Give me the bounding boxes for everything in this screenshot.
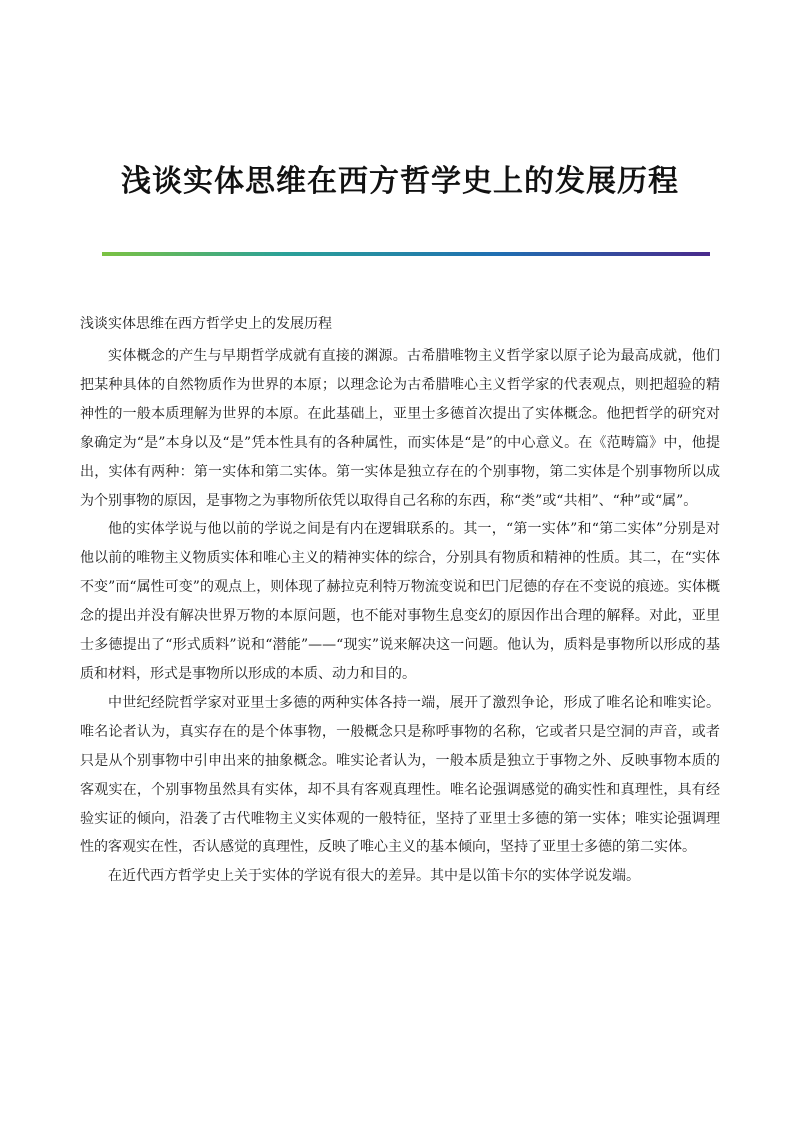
document-subtitle: 浅谈实体思维在西方哲学史上的发展历程 [80,316,332,332]
paragraph-1: 实体概念的产生与早期哲学成就有直接的渊源。古希腊唯物主义哲学家以原子论为最高成就，他们把某种具体的自然物质作为世界的本原；以理念论为古希腊唯心主义哲学家的代表观点，则把超验的精神性的一般本质理解为世界的本原。在此基础上，亚里士多德首次提出了实体概念。他把哲学的研究对象确定为“是”本身以及“是”凭本性具有的各种属性，而实体是“是”的中心意义。在《范畴篇》中，他提出，实体有两种：第一实体和第二实体。第一实体是独立存在的个别事物，第二实体是个别事物所以成为个别事物的原因，是事物之为事物所依凭以取得自己名称的东西，称“类”或“共相”、“种”或“属”。 [80,348,720,509]
paragraph-3: 中世纪经院哲学家对亚里士多德的两种实体各持一端，展开了激烈争论，形成了唯名论和唯实论。唯名论者认为，真实存在的是个体事物，一般概念只是称呼事物的名称，它或者只是空洞的声音，或者只是从个别事物中引申出来的抽象概念。唯实论者认为，一般本质是独立于事物之外、反映事物本质的客观实在，个别事物虽然具有实体，却不具有客观真理性。唯名论强调感觉的确实性和真理性，具有经验实证的倾向，沿袭了古代唯物主义实体观的一般特征，坚持了亚里士多德的第一实体；唯实论强调理性的客观实在性，否认感觉的真理性，反映了唯心主义的基本倾向，坚持了亚里士多德的第二实体。 [80,694,720,856]
document-body [80,310,720,891]
paragraph-4: 在近代西方哲学史上关于实体的学说有很大的差异。其中是以笛卡尔的实体学说发端。 [108,868,640,885]
title-divider [102,252,710,256]
page-title: 浅谈实体思维在西方哲学史上的发展历程 [121,164,679,199]
paragraph-2: 他的实体学说与他以前的学说之间是有内在逻辑联系的。其一，“第一实体”和“第二实体”分别是对他以前的唯物主义物质实体和唯心主义的精神实体的综合，分别具有物质和精神的性质。其二，在“实体不变”而“属性可变”的观点上，则体现了赫拉克利特万物流变说和巴门尼德的存在不变说的痕迹。实体概念的提出并没有解决世界万物的本原问题，也不能对事物生息变幻的原因作出合理的解释。对此，亚里士多德提出了“形式质料”说和“潜能”——“现实”说来解决这一问题。他认为，质料是事物所以形成的基质和材料，形式是事物所以形成的本质、动力和目的。 [80,521,720,682]
